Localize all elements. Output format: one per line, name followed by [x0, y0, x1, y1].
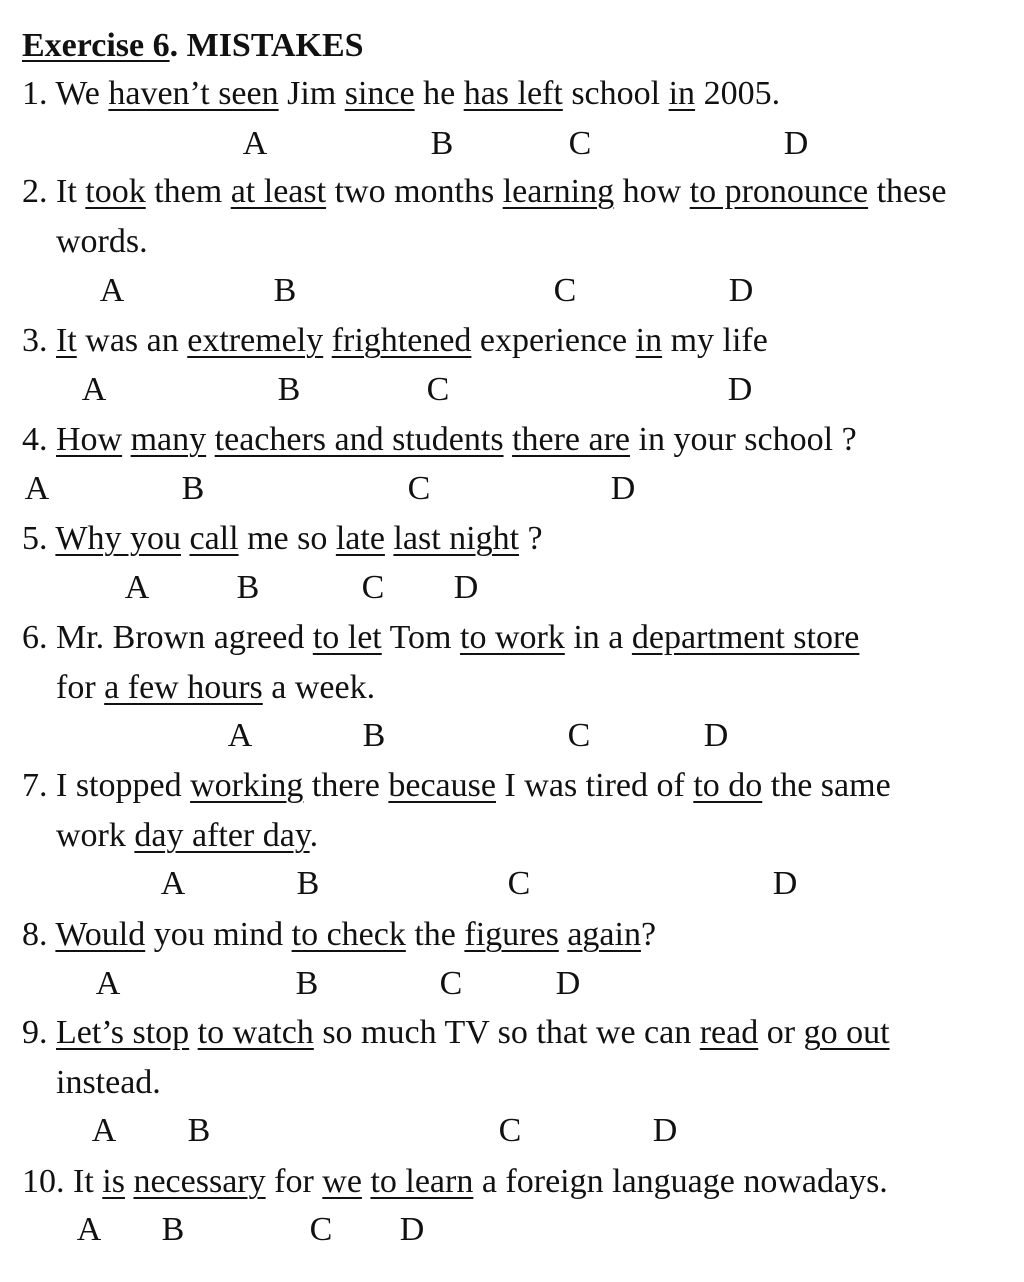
- option-letter-d: D: [703, 717, 729, 754]
- underlined-option: How: [56, 421, 123, 458]
- option-letter-b: B: [362, 717, 386, 754]
- underlined-option: necessary: [133, 1163, 266, 1200]
- question-text: he: [414, 75, 464, 112]
- underlined-option: since: [344, 75, 415, 112]
- underlined-option: It: [56, 322, 77, 359]
- question-text: them: [145, 173, 231, 210]
- option-letter-a: A: [95, 965, 121, 1002]
- question-text-line: [22, 74, 780, 114]
- underlined-option: figures: [464, 916, 559, 953]
- question-text-line: [22, 1013, 890, 1053]
- option-letter-b: B: [295, 965, 319, 1002]
- question-text: experience: [471, 322, 636, 359]
- option-letter-b: B: [273, 272, 297, 309]
- question-text-line: [56, 668, 375, 708]
- underlined-option: to work: [460, 619, 565, 656]
- option-letter-d: D: [772, 865, 798, 902]
- question-text-line: [56, 1063, 161, 1103]
- underlined-option: in: [668, 75, 696, 112]
- option-letter-c: C: [553, 272, 577, 309]
- underlined-option: is: [102, 1163, 125, 1200]
- option-letter-c: C: [426, 371, 450, 408]
- option-letter-c: C: [507, 865, 531, 902]
- underlined-option: Let’s stop: [56, 1014, 190, 1051]
- underlined-option: to check: [291, 916, 406, 953]
- question-text: .: [309, 817, 319, 854]
- option-letter-d: D: [652, 1112, 678, 1149]
- question-text: [504, 421, 513, 458]
- underlined-option: extremely: [187, 322, 324, 359]
- question-text: work: [56, 817, 135, 854]
- underlined-option: to let: [312, 619, 382, 656]
- underlined-option: many: [130, 421, 207, 458]
- question-text-line: [22, 420, 857, 460]
- option-letter-a: A: [24, 470, 50, 507]
- question-text: there: [303, 767, 389, 804]
- question-text-line: [56, 222, 148, 262]
- option-letter-d: D: [555, 965, 581, 1002]
- underlined-option: learning: [502, 173, 615, 210]
- question-text: or: [758, 1014, 804, 1051]
- option-letter-b: B: [187, 1112, 211, 1149]
- question-text: was an: [76, 322, 188, 359]
- underlined-option: took: [85, 173, 146, 210]
- underlined-option: call: [189, 520, 239, 557]
- question-text-line: [22, 1162, 888, 1202]
- underlined-option: Why you: [55, 520, 181, 557]
- underlined-option: we: [322, 1163, 362, 1200]
- question-text: 6. Mr. Brown agreed: [22, 619, 313, 656]
- option-letter-c: C: [361, 569, 385, 606]
- question-text: in a: [564, 619, 632, 656]
- underlined-option: late: [335, 520, 385, 557]
- question-text: the same: [762, 767, 891, 804]
- underlined-option: to pronounce: [689, 173, 869, 210]
- question-text: 2. It: [22, 173, 86, 210]
- option-letter-b: B: [161, 1211, 185, 1248]
- question-text: Jim: [278, 75, 345, 112]
- option-letter-c: C: [309, 1211, 333, 1248]
- question-text: 8.: [22, 916, 56, 953]
- underlined-option: because: [388, 767, 496, 804]
- underlined-option: to do: [693, 767, 763, 804]
- question-text: a foreign language nowadays.: [473, 1163, 888, 1200]
- underlined-option: read: [699, 1014, 759, 1051]
- option-letter-a: A: [91, 1112, 117, 1149]
- question-text-line: [22, 519, 543, 559]
- question-text: 7. I stopped: [22, 767, 191, 804]
- underlined-option: department store: [631, 619, 860, 656]
- option-letter-d: D: [727, 371, 753, 408]
- question-text: 10. It: [22, 1163, 103, 1200]
- option-letter-c: C: [567, 717, 591, 754]
- underlined-option: to learn: [370, 1163, 474, 1200]
- question-text: 1. We: [22, 75, 109, 112]
- question-text: so much TV so that we can: [313, 1014, 700, 1051]
- option-letter-d: D: [610, 470, 636, 507]
- underlined-option: day after day: [134, 817, 310, 854]
- option-letter-d: D: [783, 125, 809, 162]
- option-letter-d: D: [728, 272, 754, 309]
- option-letter-a: A: [76, 1211, 102, 1248]
- option-letter-a: A: [124, 569, 150, 606]
- underlined-option: there are: [512, 421, 631, 458]
- exercise-title: [22, 26, 364, 66]
- question-text: 4.: [22, 421, 56, 458]
- question-text: [189, 1014, 198, 1051]
- question-text-line: [22, 172, 946, 212]
- underlined-option: last night: [393, 520, 520, 557]
- question-text-line: [56, 816, 318, 856]
- underlined-option: in: [635, 322, 663, 359]
- question-text: instead.: [56, 1064, 161, 1101]
- option-letter-c: C: [568, 125, 592, 162]
- option-letter-a: A: [160, 865, 186, 902]
- question-text: my life: [662, 322, 768, 359]
- option-letter-c: C: [439, 965, 463, 1002]
- underlined-option: teachers and students: [214, 421, 504, 458]
- underlined-option: to watch: [197, 1014, 314, 1051]
- option-letter-c: C: [407, 470, 431, 507]
- underlined-option: Would: [55, 916, 146, 953]
- underlined-option: frightened: [331, 322, 472, 359]
- question-text: me so: [238, 520, 336, 557]
- option-letter-d: D: [399, 1211, 425, 1248]
- question-text-line: [22, 618, 859, 658]
- option-letter-b: B: [430, 125, 454, 162]
- question-text: these: [868, 173, 947, 210]
- underlined-option: haven’t seen: [108, 75, 279, 112]
- option-letter-a: A: [227, 717, 253, 754]
- question-text: 9.: [22, 1014, 56, 1051]
- question-text: 5.: [22, 520, 56, 557]
- underlined-option: go out: [803, 1014, 890, 1051]
- question-text-line: [22, 915, 656, 955]
- question-text: in your school ?: [630, 421, 857, 458]
- option-letter-b: B: [296, 865, 320, 902]
- question-text: the: [405, 916, 465, 953]
- option-letter-b: B: [277, 371, 301, 408]
- question-text: I was tired of: [495, 767, 694, 804]
- question-text: 2005.: [695, 75, 781, 112]
- question-text: ?: [519, 520, 543, 557]
- underlined-option: working: [190, 767, 304, 804]
- underlined-option: at least: [230, 173, 327, 210]
- question-text: you mind: [145, 916, 292, 953]
- question-text-line: [22, 321, 768, 361]
- question-text: two months: [326, 173, 503, 210]
- question-text: ?: [640, 916, 657, 953]
- question-text: for: [56, 669, 105, 706]
- exercise-title-rest: . MISTAKES: [169, 27, 364, 64]
- question-text: [206, 421, 215, 458]
- option-letter-a: A: [99, 272, 125, 309]
- option-letter-d: D: [453, 569, 479, 606]
- question-text: how: [614, 173, 690, 210]
- option-letter-a: A: [242, 125, 268, 162]
- question-text: [122, 421, 131, 458]
- underlined-option: a few hours: [104, 669, 263, 706]
- option-letter-b: B: [181, 470, 205, 507]
- underlined-option: has left: [463, 75, 563, 112]
- question-text-line: [22, 766, 891, 806]
- question-text: a week.: [262, 669, 376, 706]
- question-text: 3.: [22, 322, 56, 359]
- underlined-option: again: [567, 916, 641, 953]
- question-text: for: [265, 1163, 323, 1200]
- question-text: Tom: [381, 619, 460, 656]
- option-letter-a: A: [81, 371, 107, 408]
- question-text: school: [562, 75, 669, 112]
- question-text: words.: [56, 223, 148, 260]
- exercise-title-number: Exercise 6: [22, 27, 170, 64]
- option-letter-c: C: [498, 1112, 522, 1149]
- option-letter-b: B: [236, 569, 260, 606]
- question-text: [323, 322, 332, 359]
